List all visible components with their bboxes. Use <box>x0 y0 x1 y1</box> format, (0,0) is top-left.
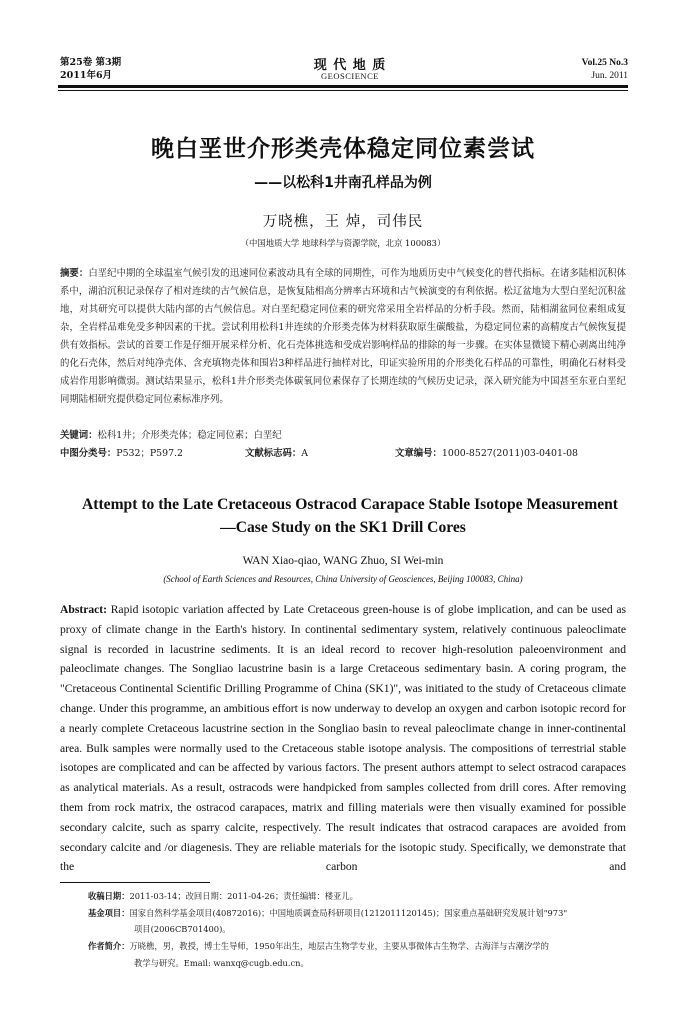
title-cn: 晚白垩世介形类壳体稳定同位素尝试 <box>151 136 535 162</box>
doc-code <box>245 445 308 463</box>
title-en-line2: —Case Study on the SK1 Drill Cores <box>220 519 466 536</box>
fund-label: 基金项目： <box>88 908 130 918</box>
abstract-en <box>60 600 626 877</box>
fund-value-1: 国家自然科学基金项目(40872016)；中国地质调查局科研项目(1212011120145)；国家重点基础研究发展计划"973" <box>129 908 568 918</box>
doc-code-label: 文献标志码： <box>245 448 302 459</box>
header-rule-thin <box>58 90 628 91</box>
header-date-cn: 2011年6月 <box>60 70 113 81</box>
article-number-value: 1000-8527(2011)03-0401-08 <box>441 448 579 459</box>
authors-cn: 万晓樵，王 焯，司伟民 <box>262 214 424 230</box>
journal-title-en: GEOSCIENCE <box>321 71 379 81</box>
footnote-received <box>88 889 358 904</box>
keywords-cn-label: 关键词： <box>60 430 98 441</box>
header-rule-thick <box>58 85 628 88</box>
subtitle-cn: ——以松科1井南孔样品为例 <box>254 175 432 191</box>
footnote-rule <box>60 882 210 883</box>
article-number <box>395 445 578 463</box>
author-value-2: 教学与研究。Email: wanxq@cugb.edu.cn。 <box>134 958 309 968</box>
header-volume-en: Vol.25 No.3 <box>581 58 628 68</box>
footnote-fund <box>88 906 567 921</box>
abstract-en-text: Rapid isotopic variation affected by Late Cretaceous green-house is of globe implication, and can be used as proxy of climate change in the Earth's history. In continental sedimentary system, relatively continuous paleoclimate signal is recorded in lacustrine sediments. It is an ideal record to recover high-resolution paleoenvironment and paleoclimate changes. The Songliao lacustrine basin is a large Cretaceous sedimentary basin. A coring program, the "Cretaceous Continental Scientific Drilling Programme of China (SK1)", was initiated to the study of Cretaceous climate change. Under this programme, an ambitious effort is now underway to develop an oxygen and carbon isotopic record for a nearly complete Cretaceous lacustrine section in the Songliao basin to reveal paleoclimate change in inner-continental area. Bulk samples were normally used to the Cretaceous stable isotope analysis. The compositions of terrestrial stable isotopes are complicated and can be affected by various factors. The present authors attempt to select ostracod carapaces as analytical materials. As a result, ostracods were handpicked from samples collected from drill cores. After removing them from rock matrix, the ostracod carapaces, matrix and filling materials were then visually examined for possible secondary calcite, such as sparry calcite, respectively. The result indicates that ostracod carapaces are avoided from secondary calcite and /or diagenesis. They are reliable materials for the isotopic study. Specifically, we demonstrate that the carbon and <box>60 603 626 874</box>
title-en-line1: Attempt to the Late Cretaceous Ostracod Carapace Stable Isotope Measurement <box>82 496 618 513</box>
abstract-cn-text: 白垩纪中期的全球温室气候引发的迅速同位素波动具有全球的同期性，可作为地质历史中气候变化的替代指标。在诸多陆相沉积体系中，湖泊沉积记录保存了相对连续的古气候信息，是恢复陆相高分辨率古环境和古气候演变的有利依据。松辽盆地为大型白垩纪沉积盆地，对其研究可以提供大陆内部的古气候信息。对白垩纪稳定同位素的研究常采用全岩样品的分析手段。然而，陆相湖盆同位素组成复杂，全岩样品难免受多种因素的干扰。尝试利用松科1井连续的介形类壳体为材料获取原生碳酸盐，为稳定同位素的高精度古气候恢复提供有效指标。尝试的首要工作是仔细开展采样分析、化石壳体挑选和受成岩影响样品的排除的每一步骤。在实体显微镜下精心剥离出纯净的化石壳体，然后对纯净壳体、含充填物壳体和围岩3种样品进行抽样对比，印证实验所用的介形类化石样品的可靠性，明确化石材料受成岩作用影响微弱。测试结果显示，松科1井介形类壳体碳氧同位素保存了长期连续的气候历史记录，深入研究能为中国甚至东亚白垩纪同期陆相研究提供稳定同位素标准序列。 <box>60 268 626 405</box>
affiliation-cn: （中国地质大学 地球科学与资源学院，北京 100083） <box>240 238 446 248</box>
received-label: 收稿日期： <box>88 891 130 901</box>
clc-number <box>60 445 183 463</box>
article-number-label: 文章编号： <box>395 448 442 459</box>
fund-value-2: 项目(2006CB701400)。 <box>134 924 231 934</box>
doc-code-value: A <box>301 448 309 459</box>
authors-en: WAN Xiao-qiao, WANG Zhuo, SI Wei-min <box>242 555 444 567</box>
keywords-cn-text: 松科1井；介形类壳体；稳定同位素；白垩纪 <box>97 430 282 441</box>
abstract-cn <box>60 265 626 409</box>
header-volume-cn: 第25卷 第3期 <box>60 57 122 68</box>
clc-value: P532；P597.2 <box>116 448 183 459</box>
journal-title-cn: 现 代 地 质 <box>313 58 387 73</box>
author-value-1: 万晓樵，男，教授，博士生导师，1950年出生，地层古生物学专业，主要从事微体古生物学、古海洋与古潮汐学的 <box>129 941 549 951</box>
author-label: 作者简介： <box>88 941 130 951</box>
header-date-en: Jun. 2011 <box>591 71 628 81</box>
keywords-cn <box>60 427 626 445</box>
clc-label: 中图分类号： <box>60 448 117 459</box>
abstract-cn-label: 摘要： <box>60 268 89 279</box>
footnote-author <box>88 939 549 954</box>
affiliation-en: (School of Earth Sciences and Resources, China University of Geosciences, Beijing 100083, China) <box>163 574 523 584</box>
abstract-en-label: Abstract: <box>60 603 108 616</box>
received-value: 2011-03-14；改回日期：2011-04-26；责任编辑：楼亚儿。 <box>129 891 358 901</box>
